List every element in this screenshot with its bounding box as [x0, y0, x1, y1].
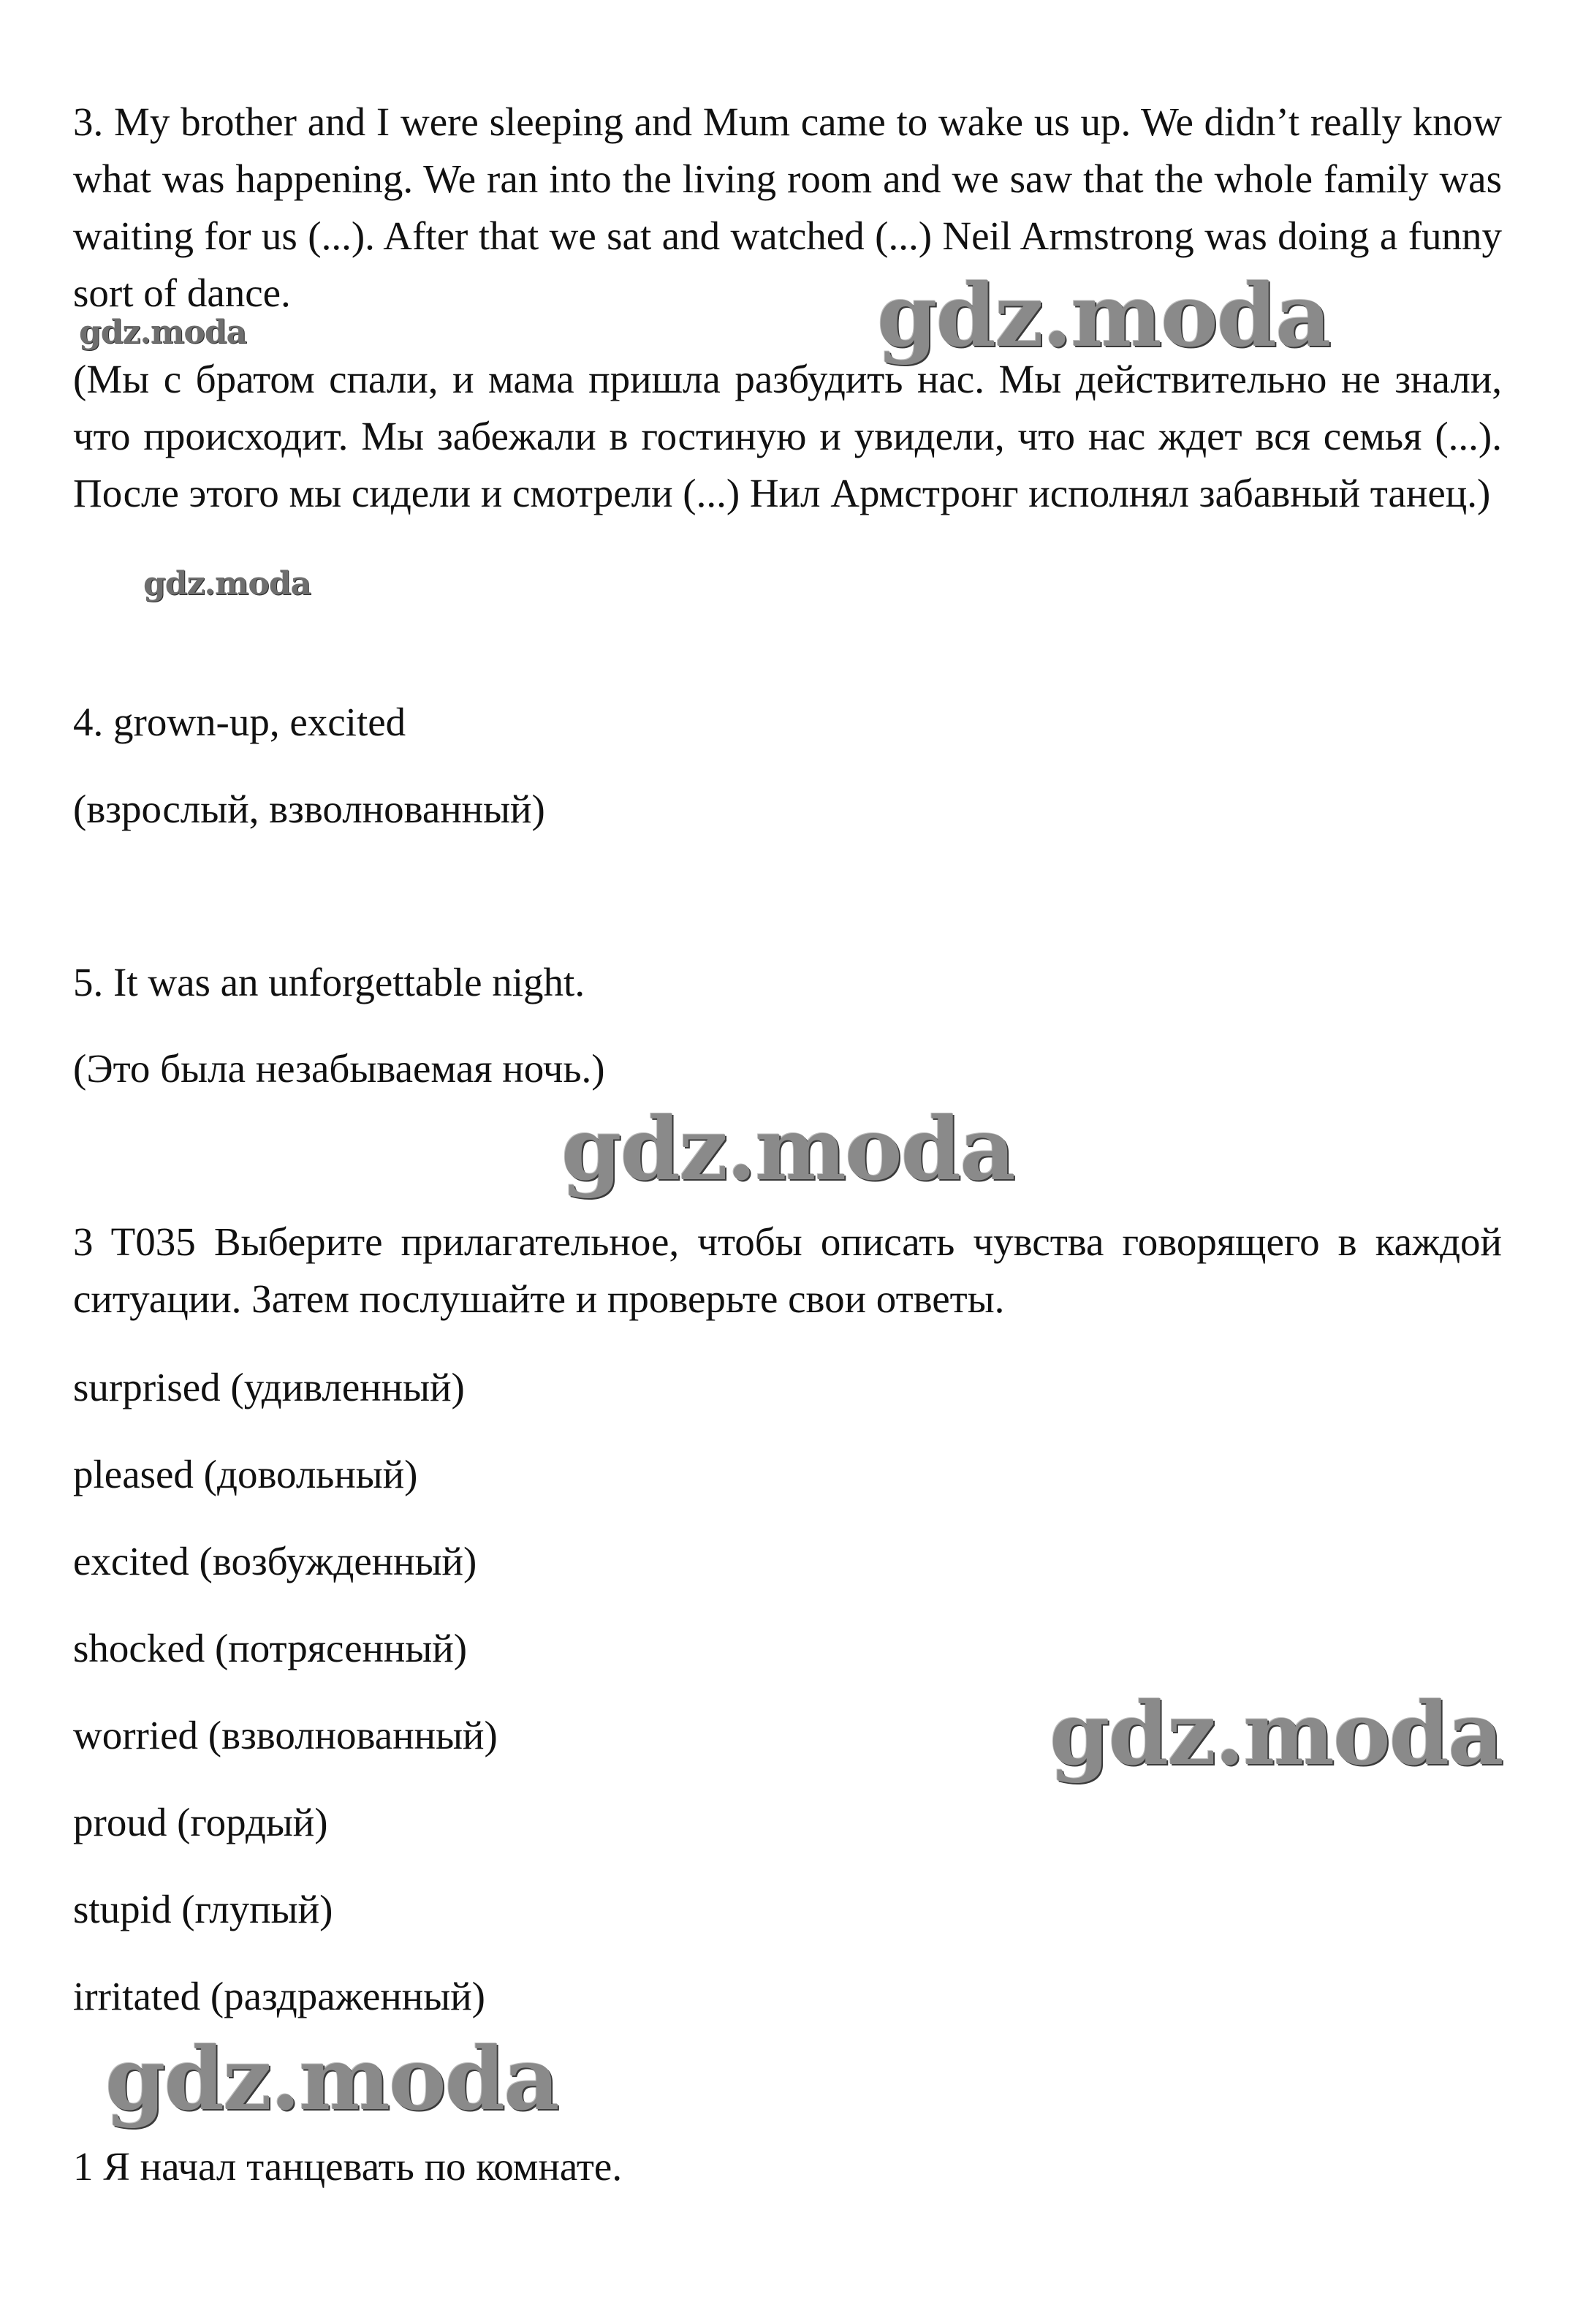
- adjective-item: proud (гордый): [73, 1800, 328, 1844]
- watermark-logo: gdz.moda: [143, 565, 311, 602]
- watermark-logo: gdz.moda: [79, 314, 247, 351]
- adjective-item: stupid (глупый): [73, 1887, 333, 1931]
- item-3-english: 3. My brother and I were sleeping and Mum came to wake us up. We didn’t really know what was happening. We ran into the living room and we saw that the whole family was waiting for us (...). After that we sat and watched (...) Neil Armstrong was doing a funny sort of dance.: [73, 99, 1502, 315]
- watermark-logo: gdz.moda: [1050, 1683, 1503, 1784]
- item-4-english: 4. grown-up, excited: [73, 700, 406, 744]
- item-3-russian: (Мы с братом спали, и мама пришла разбудить нас. Мы действительно не знали, что происходит. Мы забежали в гостиную и увидели, что нас ждет вся семья (...). После этого мы сидели и смотрели (...) Нил Армстронг исполнял забавный танец.): [73, 357, 1502, 515]
- adjective-item: irritated (раздраженный): [73, 1974, 485, 2018]
- item-5-english: 5. It was an unforgettable night.: [73, 960, 585, 1004]
- task-3-instruction: 3 T035 Выберите прилагательное, чтобы описать чувства говорящего в каждой ситуации. Затем послушайте и проверьте свои ответы.: [73, 1219, 1502, 1321]
- watermark-logo: gdz.moda: [877, 265, 1330, 366]
- adjective-item: shocked (потрясенный): [73, 1626, 468, 1670]
- item-5-russian: (Это была незабываемая ночь.): [73, 1046, 605, 1091]
- adjective-item: surprised (удивленный): [73, 1365, 465, 1409]
- final-line: 1 Я начал танцевать по комнате.: [73, 2144, 623, 2189]
- watermark-logo: gdz.moda: [561, 1098, 1014, 1200]
- adjective-item: worried (взволнованный): [73, 1713, 498, 1757]
- adjective-item: excited (возбужденный): [73, 1539, 477, 1583]
- adjective-item: pleased (довольный): [73, 1452, 418, 1496]
- watermark-logo: gdz.moda: [105, 2028, 558, 2130]
- item-4-russian: (взрослый, взволнованный): [73, 787, 545, 831]
